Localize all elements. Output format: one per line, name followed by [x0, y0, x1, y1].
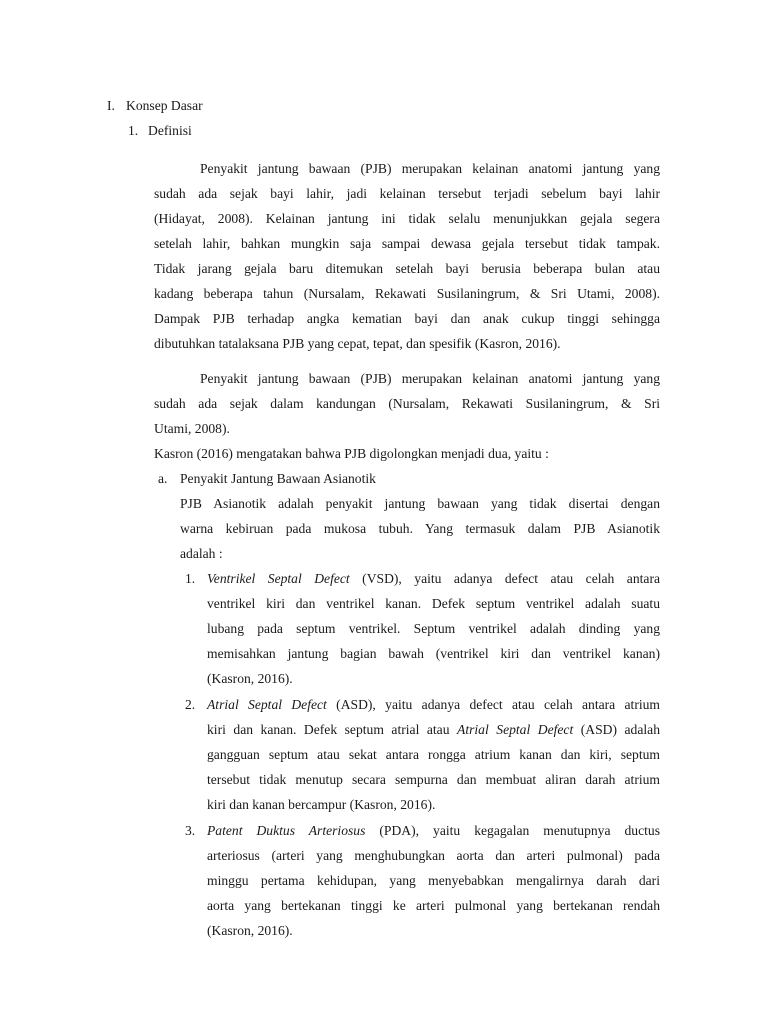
heading-number: I. [107, 98, 115, 113]
section-a-title: Penyakit Jantung Bawaan Asianotik [180, 471, 376, 486]
list-item-term: Atrial Septal Defect [207, 697, 327, 712]
list-item-line: ventrikel kiri dan ventrikel kanan. Defek septum ventrikel adalah suatu [207, 596, 660, 611]
paragraph2-line: Utami, 2008). [154, 421, 230, 436]
list-item-line: kiri dan kanan bercampur (Kasron, 2016). [207, 797, 436, 812]
paragraph1-line: Penyakit jantung bawaan (PJB) merupakan kelainan anatomi jantung yang [200, 161, 660, 176]
list-item-number: 2. [185, 697, 196, 712]
section-a-marker: a. [158, 471, 168, 486]
paragraph1-line: (Hidayat, 2008). Kelainan jantung ini tidak selalu menunjukkan gejala segera [154, 211, 660, 226]
section-a-intro-line: warna kebiruan pada mukosa tubuh. Yang termasuk dalam PJB Asianotik [180, 521, 660, 536]
paragraph1-line: Tidak jarang gejala baru ditemukan setelah bayi berusia beberapa bulan atau [154, 261, 660, 276]
list-item-line: lubang pada septum ventrikel. Septum ventrikel adalah dinding yang [207, 621, 660, 636]
list-item-line: (Kasron, 2016). [207, 671, 293, 686]
kasron-line: Kasron (2016) mengatakan bahwa PJB digolongkan menjadi dua, yaitu : [154, 446, 549, 461]
list-item-line: memisahkan jantung bagian bawah (ventrikel kiri dan ventrikel kanan) [207, 646, 660, 661]
list-item-line: aorta yang bertekanan tinggi ke arteri pulmonal yang bertekanan rendah [207, 898, 660, 913]
paragraph1-line: kadang beberapa tahun (Nursalam, Rekawati Susilaningrum, & Sri Utami, 2008). [154, 286, 660, 301]
paragraph1-line: Dampak PJB terhadap angka kematian bayi dan anak cukup tinggi sehingga [154, 311, 660, 326]
list-item-line: arteriosus (arteri yang menghubungkan aorta dan arteri pulmonal) pada [207, 848, 660, 863]
paragraph2-line: sudah ada sejak dalam kandungan (Nursalam, Rekawati Susilaningrum, & Sri [154, 396, 660, 411]
list-item-text: (PDA), yaitu kegagalan menutupnya ductus [365, 823, 660, 838]
list-item-text: (ASD), yaitu adanya defect atau celah antara atrium [326, 697, 661, 712]
list-item-term: Patent Duktus Arteriosus [207, 823, 366, 838]
list-item-line: (Kasron, 2016). [207, 923, 293, 938]
list-item-term: Ventrikel Septal Defect [207, 571, 350, 586]
list-item-number: 1. [185, 571, 196, 586]
heading-title: Konsep Dasar [126, 98, 203, 113]
list-item-number: 3. [185, 823, 196, 838]
list-item-first-line [207, 822, 660, 840]
list-item-text: (VSD), yaitu adanya defect atau celah antara [349, 571, 661, 586]
paragraph1-line: sudah ada sejak bayi lahir, jadi kelainan tersebut terjadi sebelum bayi lahir [154, 186, 660, 201]
paragraph1-line: dibutuhkan tatalaksana PJB yang cepat, tepat, dan spesifik (Kasron, 2016). [154, 336, 561, 351]
list-item-first-line [207, 570, 660, 588]
list-item-text: (ASD) adalah [573, 722, 660, 737]
list-item-first-line [207, 696, 660, 714]
list-item-term: Atrial Septal Defect [457, 722, 574, 737]
list-item-line: minggu pertama kehidupan, yang menyebabkan mengalirnya darah dari [207, 873, 660, 888]
paragraph1-line: setelah lahir, bahkan mungkin saja sampai dewasa gejala tersebut tidak tampak. [154, 236, 660, 251]
paragraph2-line: Penyakit jantung bawaan (PJB) merupakan kelainan anatomi jantung yang [200, 371, 660, 386]
list-item-line [207, 721, 660, 739]
section-a-intro-line: PJB Asianotik adalah penyakit jantung bawaan yang tidak disertai dengan [180, 496, 660, 511]
subheading-title: Definisi [148, 123, 192, 138]
section-a-intro-line: adalah : [180, 546, 223, 561]
list-item-line: tersebut tidak menutup secara sempurna dan membuat aliran darah atrium [207, 772, 660, 787]
list-item-line: gangguan septum atau sekat antara rongga atrium kanan dan kiri, septum [207, 747, 660, 762]
subheading-number: 1. [128, 123, 139, 138]
list-item-text: kiri dan kanan. Defek septum atrial atau [207, 722, 458, 737]
